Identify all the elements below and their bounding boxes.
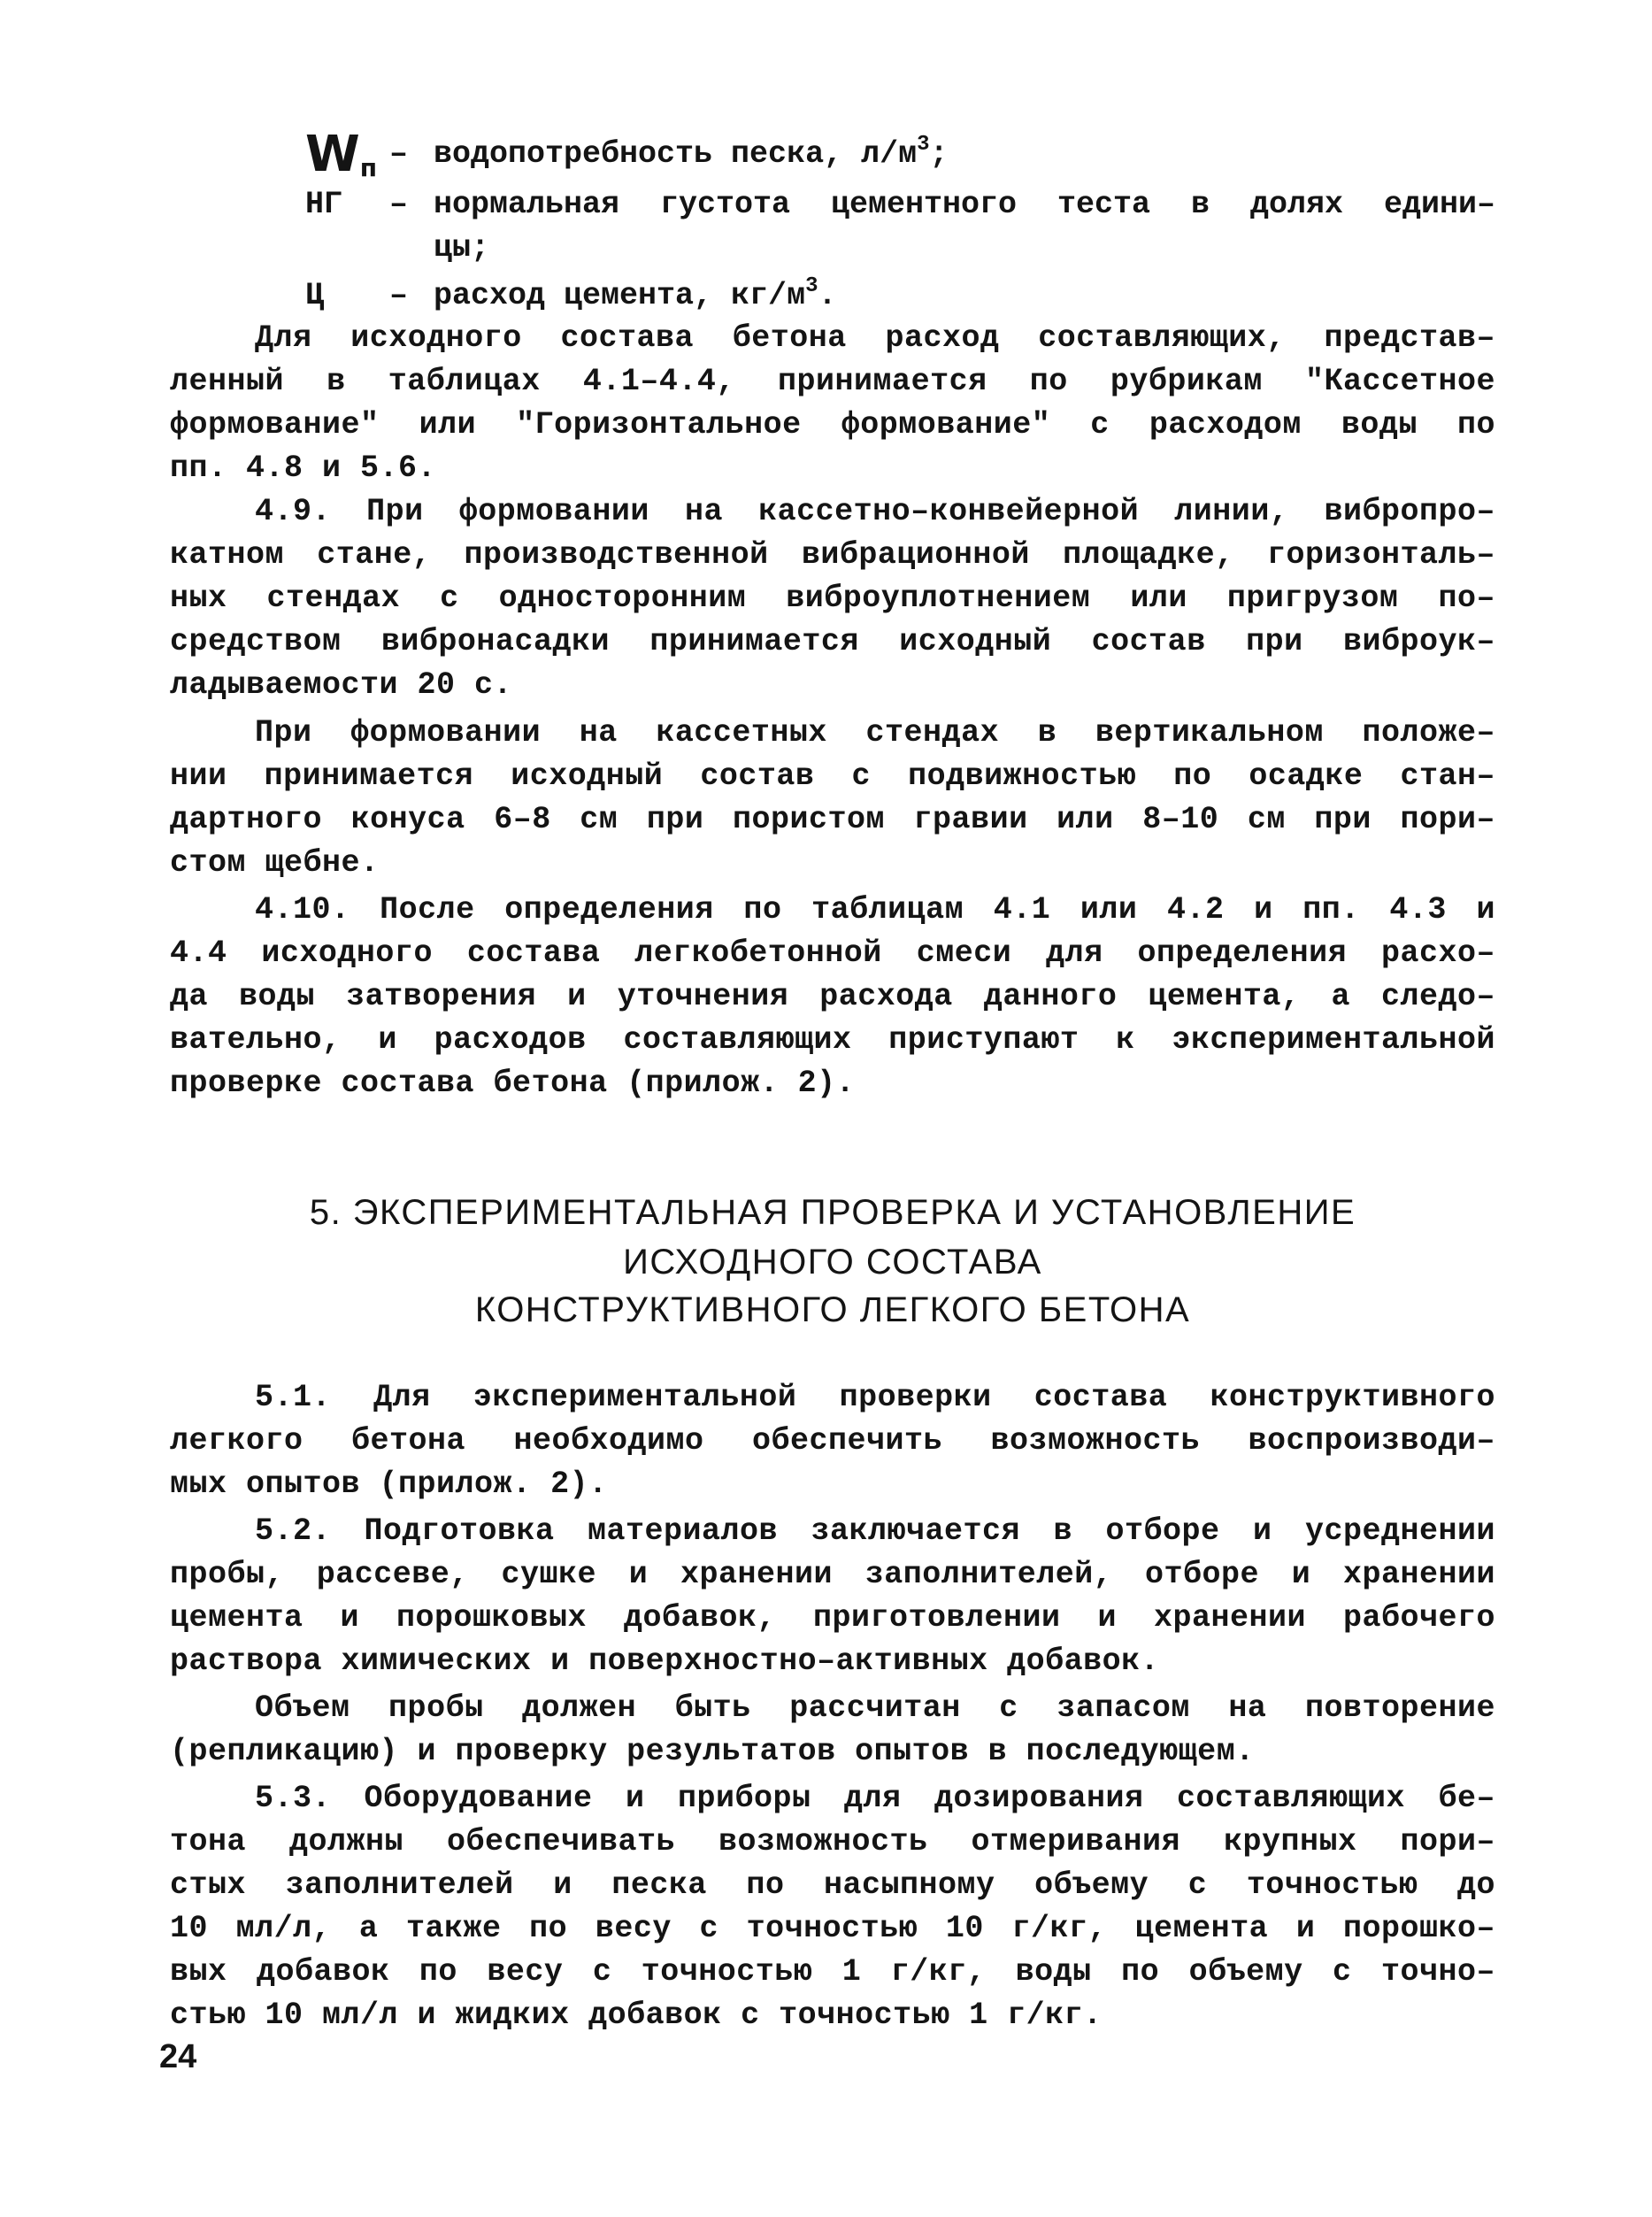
paragraph-line: Объем пробы должен быть рассчитан с запасом на повторение (255, 1690, 1495, 1726)
paragraph-line: стом щебне. (170, 845, 380, 881)
section-heading-line: КОНСТРУКТИВНОГО ЛЕГКОГО БЕТОНА (474, 1290, 1191, 1329)
paragraph-line: проверке состава бетона (прилож. 2). (170, 1066, 856, 1101)
variable-row-wp (0, 126, 1652, 183)
definition-ng-line-2: цы; (434, 230, 490, 266)
symbol-wp: $W_п$ (305, 126, 378, 183)
paragraph-line: дартного конуса 6–8 см при пористом гравии или 8–10 см при пори– (170, 802, 1495, 837)
paragraph-line: формование" или "Горизонтальное формование" с расходом воды по (170, 407, 1495, 443)
definition-wp: водопотребность песка, $л/м^3$; (434, 133, 949, 172)
paragraph-line: 5.2. Подготовка материалов заключается в отборе и усреднении (255, 1513, 1495, 1549)
paragraph-line: ленный в таблицах 4.1–4.4, принимается по рубрикам "Кассетное (170, 364, 1495, 399)
paragraph-line: стых заполнителей и песка по насыпному объему с точностью до (170, 1867, 1495, 1903)
paragraph-line: При формовании на кассетных стендах в вертикальном положе– (255, 715, 1495, 751)
paragraph-line: пп. 4.8 и 5.6. (170, 450, 437, 486)
paragraph-line: 4.9. При формовании на кассетно–конвейерной линии, вибропро– (255, 494, 1495, 529)
paragraph-line: стью 10 мл/л и жидких добавок с точностью 1 г/кг. (170, 1998, 1103, 2033)
paragraph-line: 10 мл/л, а также по весу с точностью 10 г/кг, цемента и порошко– (170, 1911, 1495, 1946)
page-number: 24 (159, 2038, 197, 2075)
section-heading-line: 5. ЭКСПЕРИМЕНТАЛЬНАЯ ПРОВЕРКА И УСТАНОВЛЕНИЕ (309, 1193, 1356, 1232)
paragraph-line: средством вибронасадки принимается исходный состав при виброук– (170, 624, 1495, 659)
paragraph-line: 5.3. Оборудование и приборы для дозирования составляющих бе– (255, 1781, 1495, 1816)
definition-dash: – (389, 187, 409, 222)
paragraph-line: Для исходного состава бетона расход составляющих, представ– (255, 320, 1495, 356)
definition-c: расход цемента, $кг/м^3$. (434, 274, 837, 313)
paragraph-line: 4.10. После определения по таблицам 4.1 или 4.2 и пп. 4.3 и (255, 892, 1495, 928)
paragraph-line: 4.4 исходного состава легкобетонной смеси для определения расхо– (170, 935, 1495, 971)
symbol-c: Ц (305, 278, 325, 313)
paragraph-line: ных стендах с односторонним виброуплотнением или пригрузом по– (170, 581, 1495, 616)
section-heading-line: ИСХОДНОГО СОСТАВА (623, 1243, 1042, 1282)
paragraph-line: ладываемости 20 с. (170, 667, 513, 703)
paragraph-line: цемента и порошковых добавок, приготовлении и хранении рабочего (170, 1600, 1495, 1636)
paragraph-line: вательно, и расходов составляющих приступают к экспериментальной (170, 1022, 1495, 1058)
definition-dash: – (389, 136, 409, 172)
variable-row-ng (0, 183, 1652, 227)
paragraph-line: пробы, рассеве, сушке и хранении заполнителей, отборе и хранении (170, 1557, 1495, 1592)
symbol-ng: НГ (305, 187, 343, 222)
paragraph-line: катном стане, производственной вибрационной площадке, горизонталь– (170, 537, 1495, 573)
paragraph-line: (репликацию) и проверку результатов опытов в последующем. (170, 1734, 1255, 1769)
variable-row-c (0, 274, 1652, 318)
paragraph-line: да воды затворения и уточнения расхода данного цемента, а следо– (170, 979, 1495, 1014)
definition-ng-line-1: нормальная густота цементного теста в долях едини– (434, 187, 1495, 222)
variable-row-ng-cont (0, 227, 1652, 270)
paragraph-line: вых добавок по весу с точностью 1 г/кг, воды по объему с точно– (170, 1954, 1495, 1990)
paragraph-line: раствора химических и поверхностно–активных добавок. (170, 1644, 1160, 1679)
paragraph-line: легкого бетона необходимо обеспечить возможность воспроизводи– (170, 1423, 1495, 1459)
paragraph-line: 5.1. Для экспериментальной проверки состава конструктивного (255, 1380, 1495, 1415)
paragraph-line: тона должны обеспечивать возможность отмеривания крупных пори– (170, 1824, 1495, 1859)
paragraph-line: нии принимается исходный состав с подвижностью по осадке стан– (170, 758, 1495, 794)
paragraph-line: мых опытов (прилож. 2). (170, 1466, 608, 1502)
definition-dash: – (389, 278, 409, 313)
